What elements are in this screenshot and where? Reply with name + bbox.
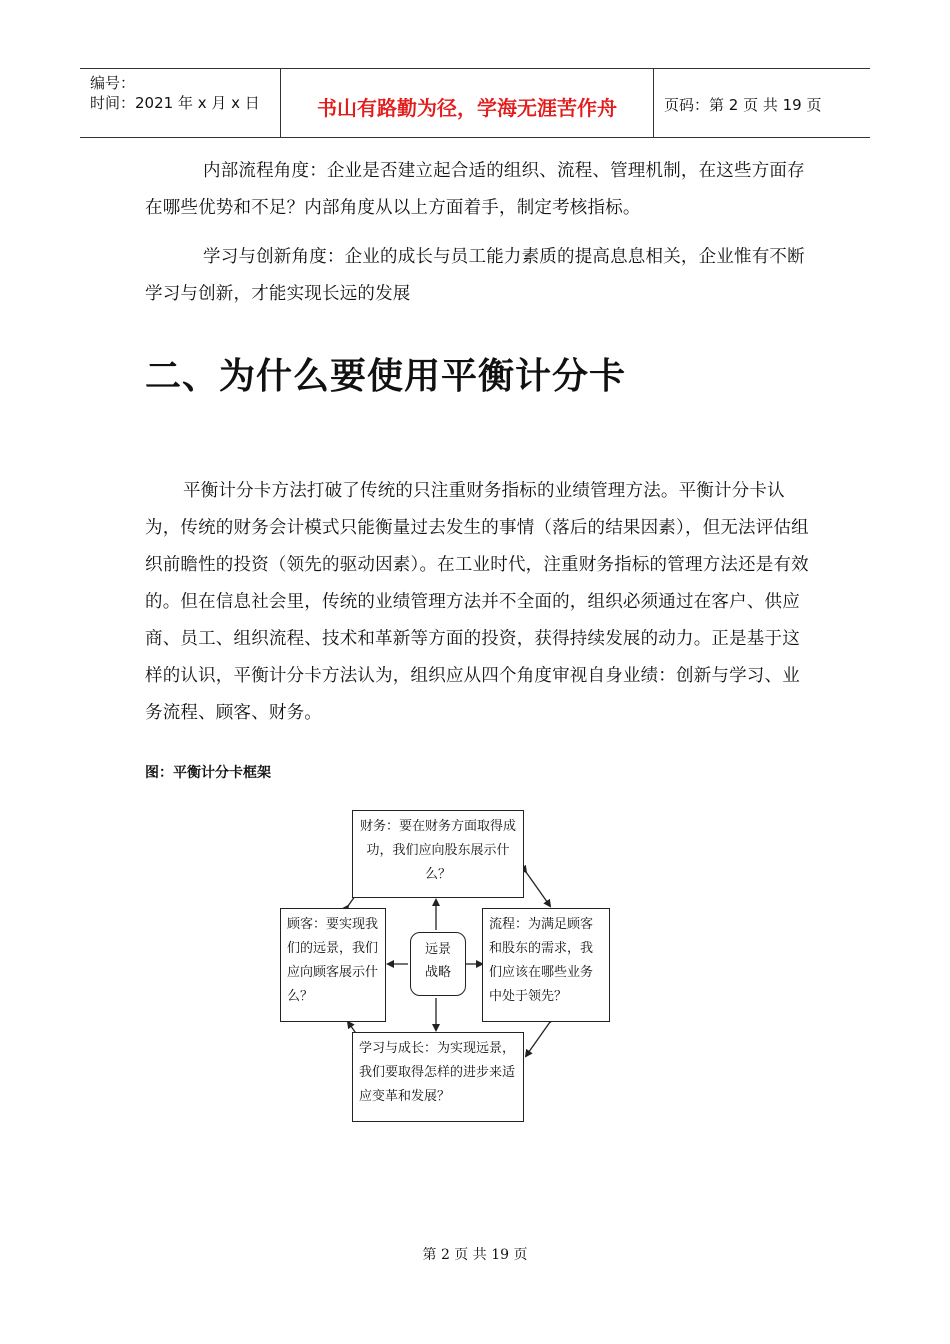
center-line-2: 战略 (424, 965, 451, 980)
header-page-info: 页码：第 2 页 共 19 页 (664, 95, 822, 114)
process-box: 流程：为满足顾客和股东的需求，我们应该在哪些业务中处于领先？ (482, 908, 610, 1022)
bsc-diagram (270, 800, 620, 1130)
figure-caption: 图：平衡计分卡框架 (145, 765, 271, 781)
learning-box: 学习与成长：为实现远景，我们要取得怎样的进步来适应变革和发展？ (352, 1032, 524, 1122)
number-label: 编号： (90, 74, 136, 92)
header-table (80, 68, 870, 138)
paragraph-bsc: 平衡计分卡方法打破了传统的只注重财务指标的业绩管理方法。平衡计分卡认为，传统的财务会计模式只能衡量过去发生的事情（落后的结果因素），但无法评估组织前瞻性的投资（领先的驱动因素）。在工业时代，注重财务指标的管理方法还是有效的。但在信息社会里，传统的业绩管理方法并不全面的，组织必须通过在客户、供应商、员工、组织流程、技术和革新等方面的投资，获得持续发展的动力。正是基于这样的认识，平衡计分卡方法认为，组织应从四个角度审视自身业绩：创新与学习、业务流程、顾客、财务。 (145, 481, 809, 723)
paragraph-learning: 学习与创新角度：企业的成长与员工能力素质的提高息息相关，企业惟有不断学习与创新，才能实现长远的发展 (145, 247, 805, 304)
finance-box: 财务：要在财务方面取得成功，我们应向股东展示什么？ (352, 810, 524, 898)
customer-box: 顾客：要实现我们的远景，我们应向顾客展示什么？ (280, 908, 386, 1022)
page-footer: 第 2 页 共 19 页 (422, 1247, 528, 1263)
vision-strategy-box (410, 932, 466, 996)
arrow-finance-process (526, 872, 550, 906)
paragraph-process: 内部流程角度：企业是否建立起合适的组织、流程、管理机制，在这些方面存在哪些优势和不足？内部角度从以上方面着手，制定考核指标。 (145, 161, 805, 218)
center-line-1: 远景 (424, 942, 451, 957)
header-meta (80, 69, 281, 137)
header-motto: 书山有路勤为径，学海无涯苦作舟 (281, 69, 654, 137)
section-title: 二、为什么要使用平衡计分卡 (145, 356, 627, 397)
arrow-process-learning (526, 1022, 550, 1056)
time-label: 时间：2021 年 x 月 x 日 (90, 94, 260, 112)
